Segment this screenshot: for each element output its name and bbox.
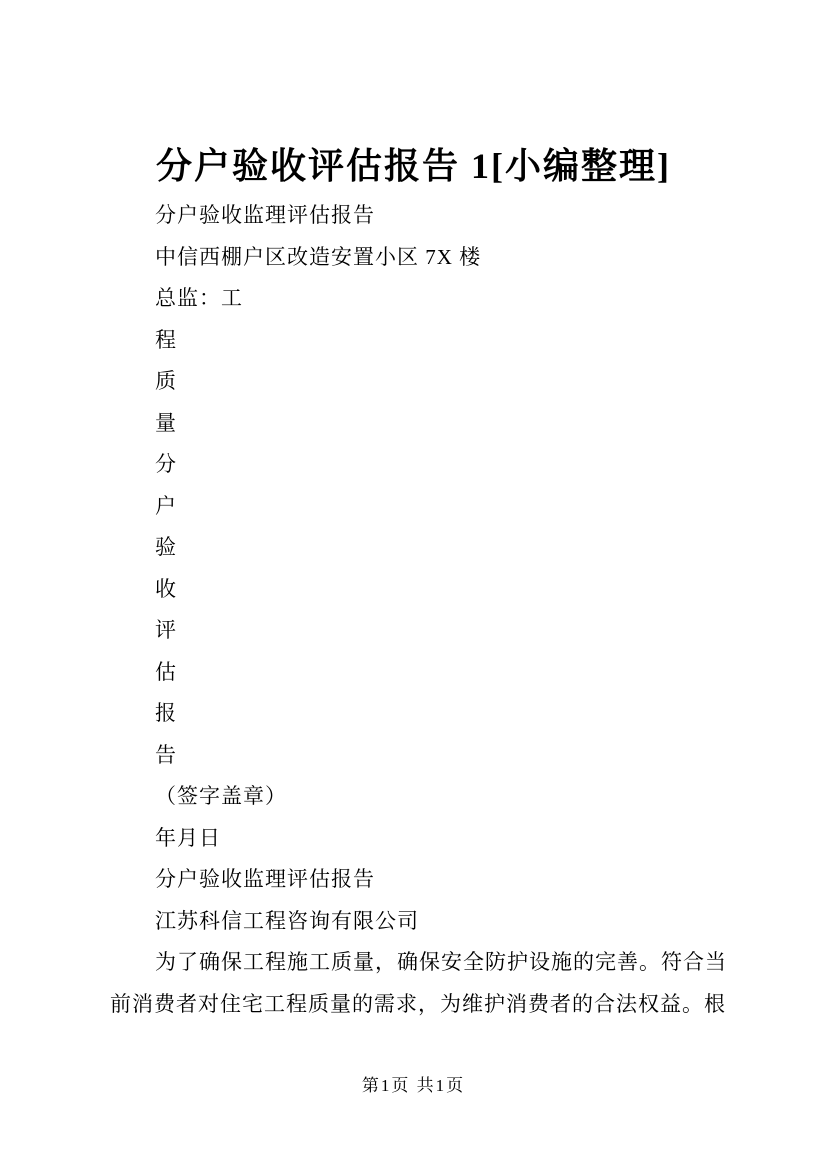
- text-line: 验: [155, 535, 177, 559]
- text-line: 收: [155, 576, 177, 601]
- text-line: 报: [155, 701, 177, 725]
- text-line: 告: [155, 742, 177, 767]
- document-title: 分户验收评估报告 1[小编整理]: [156, 146, 671, 186]
- text-line: 为了确保工程施工质量，确保安全防护设施的完善。符合当: [155, 950, 727, 974]
- document-body: [110, 195, 727, 1025]
- text-line: 江苏科信工程咨询有限公司: [155, 908, 419, 933]
- text-line: 估: [155, 659, 177, 684]
- text-line: 量: [155, 410, 177, 435]
- text-line: 前消费者对住宅工程质量的需求，为维护消费者的合法权益。根: [110, 991, 726, 1016]
- text-line: 年月日: [155, 825, 221, 850]
- text-line: 分户验收监理评估报告: [155, 867, 375, 891]
- text-line: 分: [155, 452, 177, 476]
- text-line: 分户验收监理评估报告: [155, 203, 375, 227]
- text-line: 程: [155, 327, 177, 352]
- text-line: 中信西棚户区改造安置小区 7X 楼: [155, 244, 482, 269]
- page-indicator: 第1页 共1页: [361, 1076, 466, 1095]
- text-line: 质: [155, 369, 177, 393]
- text-line: 总监：工: [155, 286, 243, 310]
- text-line: 户: [155, 493, 177, 518]
- page-footer: [0, 1074, 827, 1098]
- text-line: 评: [155, 618, 177, 642]
- text-line: （签字盖章）: [155, 784, 287, 808]
